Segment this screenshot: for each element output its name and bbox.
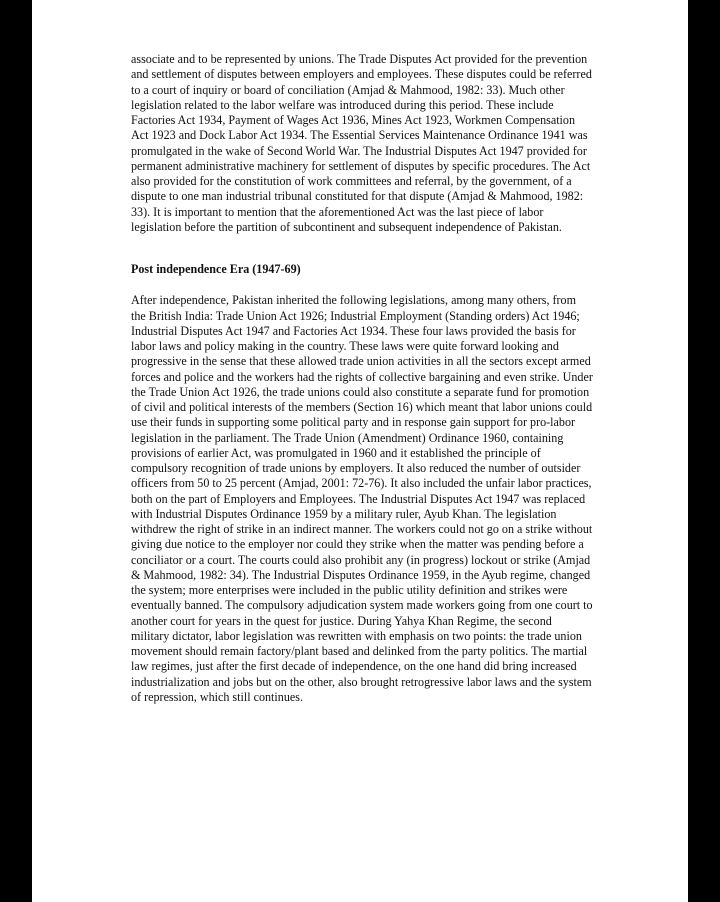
section-heading: Post independence Era (1947-69) [131,262,301,276]
document-content [131,52,593,705]
body-paragraph: After independence, Pakistan inherited the following legislations, among many others, from the British India: Trade Union Act 1926; Industrial Employment (Standing orders) Act 1946; Industrial Disputes Act 1947 and Factories Act 1934. These four laws provided the basis for labor laws and policy making in the country. These laws were quite forward looking and progressive in the sense that these allowed trade union activities in all the sectors except armed forces and police and the workers had the rights of collective bargaining and even strike. Under the Trade Union Act 1926, the trade unions could also constitute a separate fund for promotion of civil and political interests of the members (Section 16) which meant that labor unions could use their funds in supporting some political party and in response gain support for pro-labor legislation in the parliament. The Trade Union (Amendment) Ordinance 1960, containing provisions of earlier Act, was promulgated in 1960 and it established the principle of compulsory recognition of trade unions by employers. It also reduced the number of outsider officers from 50 to 25 percent (Amjad, 2001: 72-76). It also included the unfair labor practices, both on the part of Employers and Employees. The Industrial Disputes Act 1947 was replaced with Industrial Disputes Ordinance 1959 by a military ruler, Ayub Khan. The legislation withdrew the right of strike in an indirect manner. The workers could not go on a strike without giving due notice to the employer nor could they strike when the matter was pending before a conciliator or a court. The courts could also prohibit any (in progress) lockout or strike (Amjad & Mahmood, 1982: 34). The Industrial Disputes Ordinance 1959, in the Ayub regime, changed the system; more enterprises were included in the public utility definition and strikes were eventually banned. The compulsory adjudication system made workers going from one court to another court for years in the quest for justice. During Yahya Khan Regime, the second military dictator, labor legislation was rewritten with emphasis on two points: the trade union movement should remain factory/plant based and delinked from the party politics. The martial law regimes, just after the first decade of independence, on the one hand did bring increased industrialization and jobs but on the other, also brought retrogressive labor laws and the system of repression, which still continues. [131,293,593,704]
document-page [32,0,688,902]
intro-paragraph: associate and to be represented by unions. The Trade Disputes Act provided for the prevention and settlement of disputes between employers and employees. These disputes could be referred to a court of inquiry or board of conciliation (Amjad & Mahmood, 1982: 33). Much other legislation related to the labor welfare was introduced during this period. These include Factories Act 1934, Payment of Wages Act 1936, Mines Act 1923, Workmen Compensation Act 1923 and Dock Labor Act 1934. The Essential Services Maintenance Ordinance 1941 was promulgated in the wake of Second World War. The Industrial Disputes Act 1947 provided for permanent administrative machinery for settlement of disputes by specific procedures. The Act also provided for the constitution of work committees and referral, by the government, of a dispute to one man industrial tribunal constituted for that dispute (Amjad & Mahmood, 1982: 33). It is important to mention that the aforementioned Act was the last piece of labor legislation before the partition of subcontinent and subsequent independence of Pakistan. [131,52,592,234]
